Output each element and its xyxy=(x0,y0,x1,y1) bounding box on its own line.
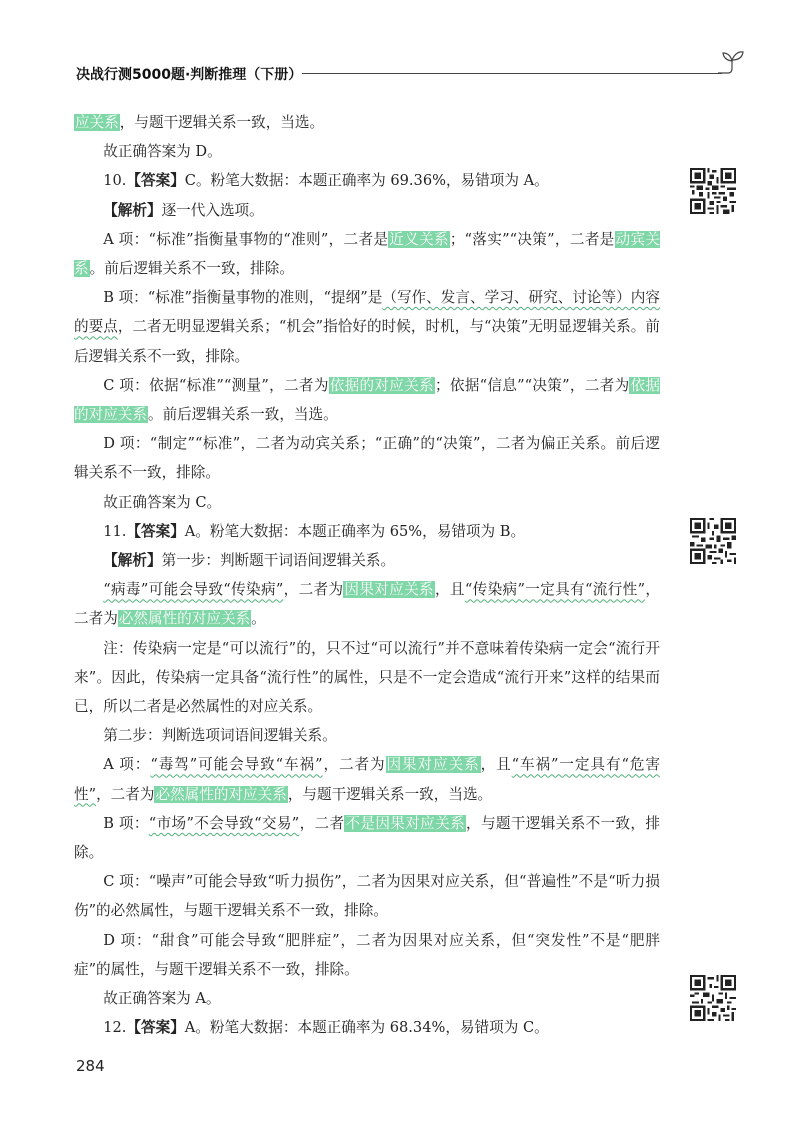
highlight-term: 因果对应关系 xyxy=(386,756,480,774)
highlight-term: 依据的对应关系 xyxy=(329,376,434,394)
option-d-10: D 项：“制定”“标准”，二者为动宾关系；“正确”的“决策”，二者为偏正关系。前后逻辑关系不一致，排除。 xyxy=(74,435,660,482)
qr-code-icon[interactable] xyxy=(690,168,736,214)
wavy-underline-text: “车祸”一定具有“危害性” xyxy=(74,756,660,803)
answer-line-11: 11.【答案】A。粉笔大数据：本题正确率为 65%，易错项为 B。 xyxy=(103,522,526,540)
highlight-term: 必然属性的对应关系 xyxy=(155,785,287,803)
highlight-term: 必然属性的对应关系 xyxy=(118,610,251,628)
qr-code-icon[interactable] xyxy=(690,518,736,564)
step2-line-11: 第二步：判断选项词语间逻辑关系。 xyxy=(103,727,337,745)
final-answer-11: 故正确答案为 A。 xyxy=(103,990,221,1008)
step1-paragraph-11: “病毒”可能会导致“传染病”，二者为因果对应关系，且“传染病”一定具有“流行性”，二者为必然属性的对应关系。 xyxy=(74,581,660,628)
wavy-underline-text: “毒驾”可能会导致“车祸” xyxy=(150,756,323,774)
paragraph-prev-conclusion: 应关系，与题干逻辑关系一致，当选。 xyxy=(75,114,325,131)
wavy-underline-text: “病毒”可能会导致“传染病” xyxy=(103,581,284,599)
wavy-underline-text: “市场”不会导致“交易” xyxy=(148,814,300,832)
final-answer-10: 故正确答案为 C。 xyxy=(103,493,222,511)
option-b-10: B 项：“标准”指衡量事物的准则，“提纲”是（写作、发言、学习、研究、讨论等）内容的要点，二者无明显逻辑关系；“机会”指恰好的时候，时机，与“决策”无明显逻辑关系。前后逻辑关系不一致，排除。 xyxy=(74,289,660,365)
highlight-term: 近义关系 xyxy=(389,230,449,248)
option-c-11: C 项：“噪声”可能会导致“听力损伤”，二者为因果对应关系，但“普遍性”不是“听力损伤”的必然属性，与题干逻辑关系不一致，排除。 xyxy=(74,873,660,920)
page-number: 284 xyxy=(76,1057,105,1075)
header-title: 决战行测5000题·判断推理（下册） xyxy=(76,67,303,83)
answer-line-10: 10.【答案】C。粉笔大数据：本题正确率为 69.36%，易错项为 A。 xyxy=(103,172,549,190)
answer-line-12: 12.【答案】A。粉笔大数据：本题正确率为 68.34%，易错项为 C。 xyxy=(103,1019,549,1037)
highlight-term: 依据的对应关系 xyxy=(74,376,660,424)
note-paragraph-11: 注：传染病一定是“可以流行”的，只不过“可以流行”并不意味着传染病一定会“流行开来”。因此，传染病一定具备“流行性”的属性，只是不一定会造成“流行开来”这样的结果而已，所以二者是必然属性的对应关系。 xyxy=(74,639,660,716)
header-rule xyxy=(302,73,722,74)
option-a-11: A 项：“毒驾”可能会导致“车祸”，二者为因果对应关系，且“车祸”一定具有“危害性”，二者为必然属性的对应关系，与题干逻辑关系一致，当选。 xyxy=(74,756,660,803)
option-d-11: D 项：“甜食”可能会导致“肥胖症”，二者为因果对应关系，但“突发性”不是“肥胖症”的属性，与题干逻辑关系不一致，排除。 xyxy=(74,931,660,978)
answer-content xyxy=(74,108,660,1043)
analysis-line-11: 【解析】第一步：判断题干词语间逻辑关系。 xyxy=(103,552,396,570)
highlight-term: 应关系 xyxy=(75,114,119,131)
highlight-term: 不是因果对应关系 xyxy=(345,814,466,832)
highlight-term: 因果对应关系 xyxy=(344,581,434,599)
qr-code-icon[interactable] xyxy=(690,975,736,1021)
option-b-11: B 项：“市场”不会导致“交易”，二者不是因果对应关系，与题干逻辑关系不一致，排除。 xyxy=(74,814,660,862)
option-c-10: C 项：依据“标准”“测量”，二者为依据的对应关系；依据“信息”“决策”，二者为依据的对应关系。前后逻辑关系一致，当选。 xyxy=(74,376,660,424)
option-a-10: A 项：“标准”指衡量事物的“准则”，二者是近义关系；“落实”“决策”，二者是动宾关系。前后逻辑关系不一致，排除。 xyxy=(74,230,660,278)
page-header xyxy=(76,62,736,86)
final-answer-9: 故正确答案为 D。 xyxy=(103,143,222,161)
wavy-underline-text: “传染病”一定具有“流行性” xyxy=(464,581,646,599)
wavy-underline-text: （写作、发言、学习、研究、讨论等）内容的要点 xyxy=(74,289,660,336)
analysis-line-10: 【解析】逐一代入选项。 xyxy=(103,201,264,219)
highlight-term: 动宾关系 xyxy=(74,230,660,278)
sprout-icon xyxy=(716,48,746,78)
